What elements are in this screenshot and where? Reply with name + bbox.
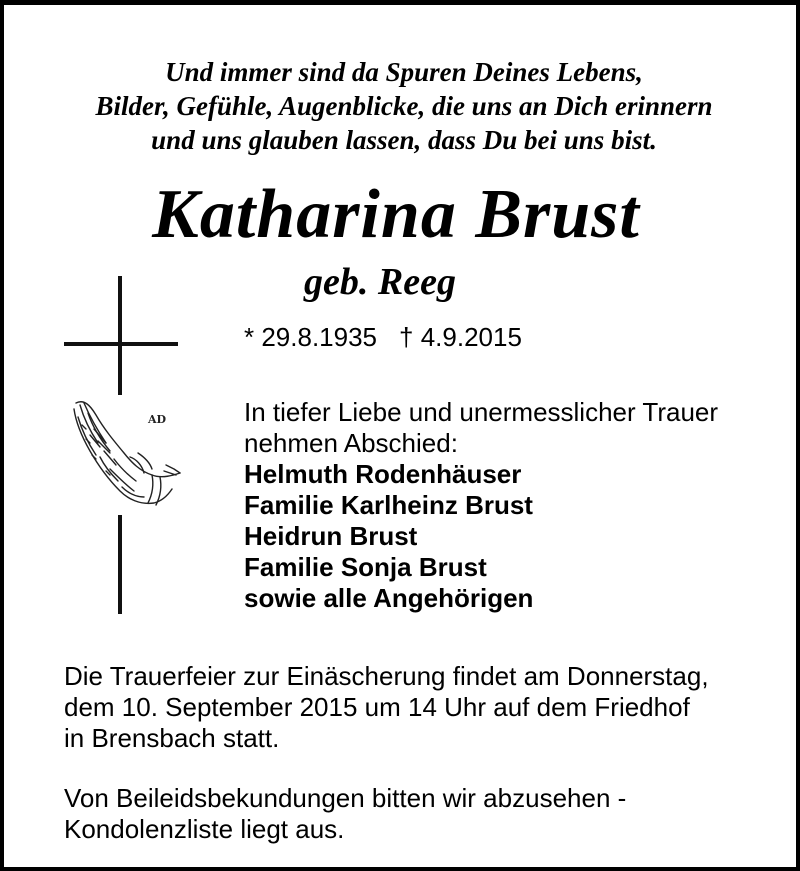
monogram-mark: AD bbox=[148, 413, 167, 426]
birth-date: * 29.8.1935 bbox=[244, 322, 378, 352]
mourner-item: sowie alle Angehörigen bbox=[244, 583, 534, 613]
motto-line: Und immer sind da Spuren Deines Lebens, bbox=[165, 57, 643, 87]
mourner-item: Helmuth Rodenhäuser bbox=[244, 459, 522, 489]
mourning-line: nehmen Abschied: bbox=[244, 428, 458, 458]
cross-icon-bar bbox=[64, 342, 178, 346]
mourning-line: In tiefer Liebe und unermesslicher Trauer bbox=[244, 397, 719, 427]
funeral-line: dem 10. September 2015 um 14 Uhr auf dem Friedhof bbox=[64, 692, 690, 722]
note-line: Von Beileidsbekundungen bitten wir abzusehen - bbox=[64, 783, 627, 813]
birth-name: geb. Reeg bbox=[304, 261, 456, 303]
deceased-name: Katharina Brust bbox=[152, 176, 640, 253]
mourning-block bbox=[244, 397, 718, 614]
death-date: † 4.9.2015 bbox=[399, 322, 522, 352]
mourner-item: Heidrun Brust bbox=[244, 521, 418, 551]
funeral-line: in Brensbach statt. bbox=[64, 723, 280, 753]
motto-poem bbox=[4, 55, 800, 157]
mourners-list bbox=[244, 459, 718, 614]
condolence-note bbox=[64, 783, 626, 845]
note-line: Kondolenzliste liegt aus. bbox=[64, 814, 345, 844]
funeral-info bbox=[64, 661, 709, 754]
funeral-line: Die Trauerfeier zur Einäscherung findet am Donnerstag, bbox=[64, 661, 709, 691]
mourner-item: Familie Karlheinz Brust bbox=[244, 490, 533, 520]
mourner-item: Familie Sonja Brust bbox=[244, 552, 487, 582]
motto-line: und uns glauben lassen, dass Du bei uns bist. bbox=[151, 125, 657, 155]
motto-line: Bilder, Gefühle, Augenblicke, die uns an Dich erinnern bbox=[95, 91, 713, 121]
life-dates bbox=[244, 321, 522, 353]
